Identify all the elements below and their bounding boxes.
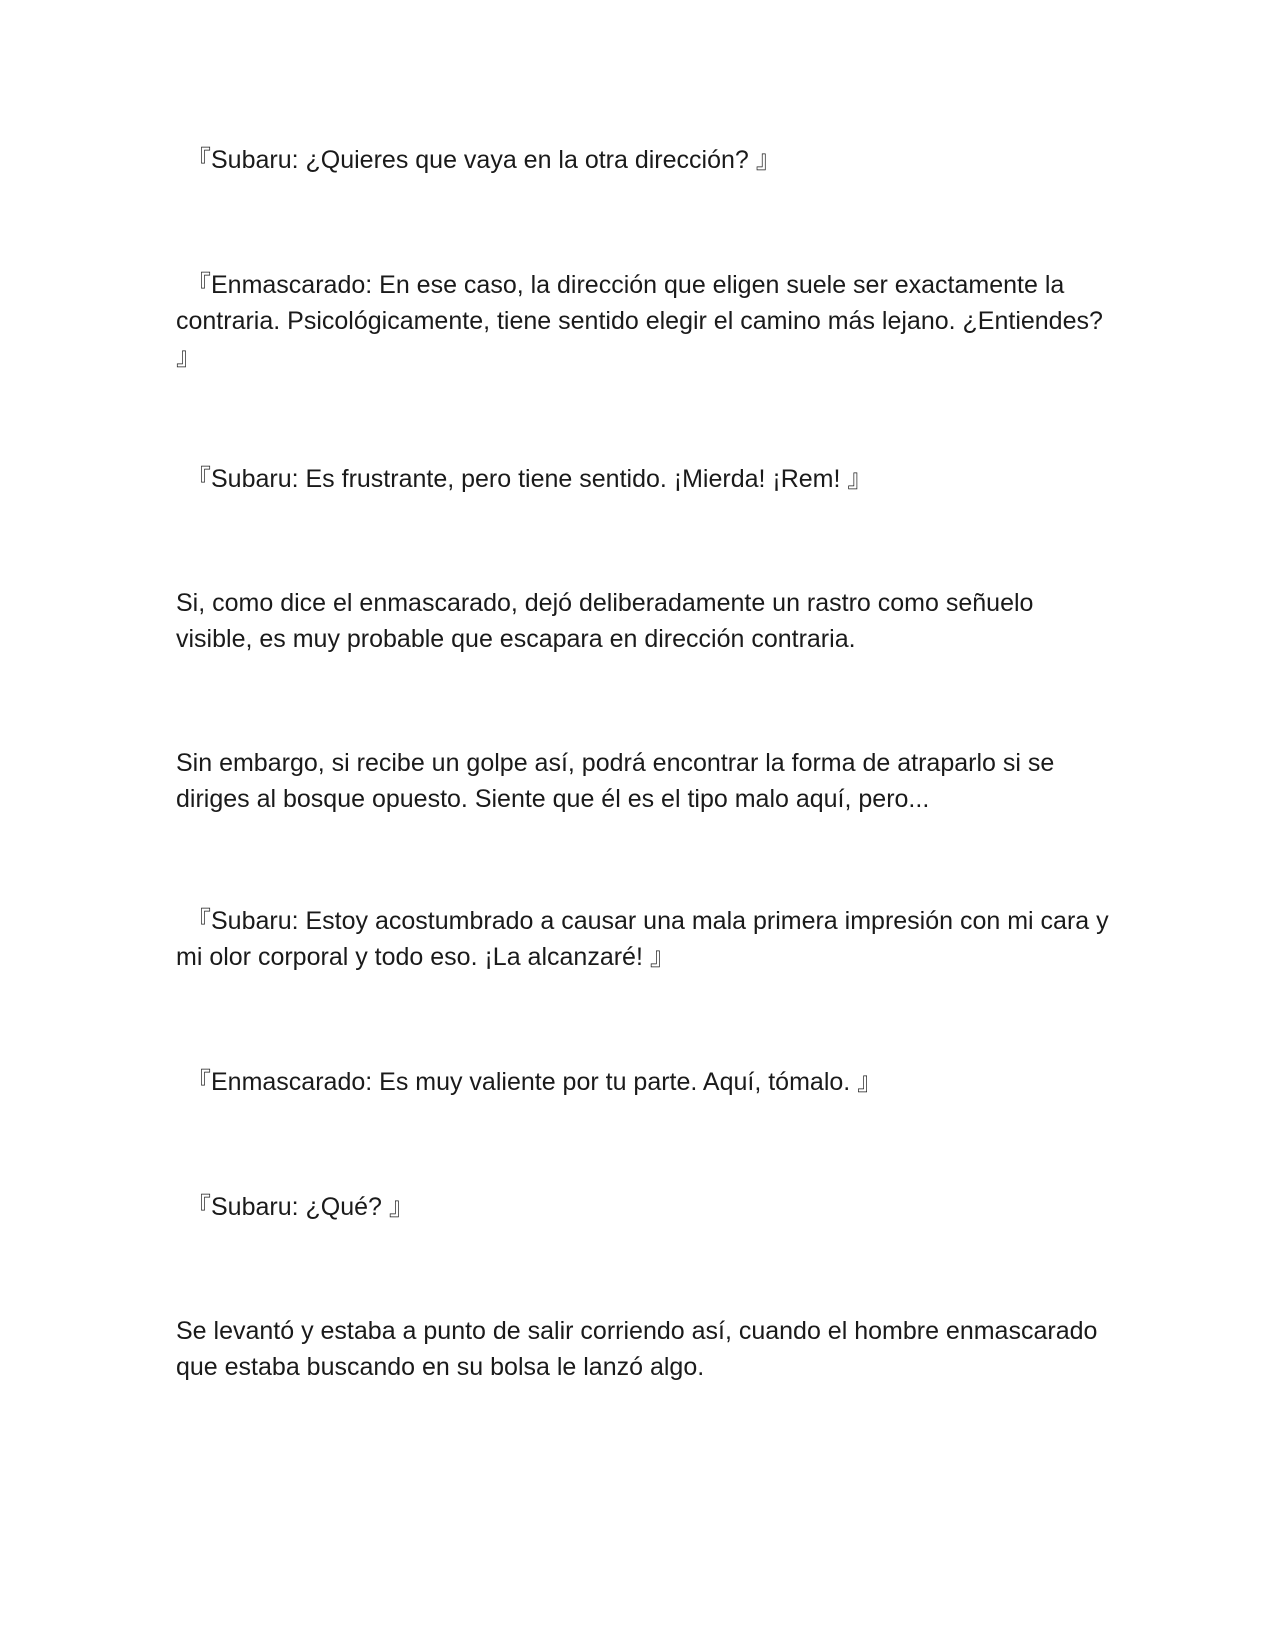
dialogue-paragraph: 『Subaru: Es frustrante, pero tiene sentido. ¡Mierda! ¡Rem! 』 [186, 465, 873, 493]
dialogue-paragraph: 『Subaru: ¿Quieres que vaya en la otra dirección? 』 [186, 146, 781, 174]
dialogue-paragraph: 『Subaru: Estoy acostumbrado a causar una mala primera impresión con mi cara y mi olor corporal y todo eso. ¡La alcanzaré! 』 [176, 907, 1109, 971]
dialogue-paragraph: 『Subaru: ¿Qué? 』 [186, 1193, 414, 1221]
narration-paragraph: Si, como dice el enmascarado, dejó deliberadamente un rastro como señuelo visible, es muy probable que escapara en dirección contraria. [176, 589, 1034, 653]
narration-paragraph: Se levantó y estaba a punto de salir corriendo así, cuando el hombre enmascarado que estaba buscando en su bolsa le lanzó algo. [176, 1317, 1098, 1381]
dialogue-paragraph: 『Enmascarado: Es muy valiente por tu parte. Aquí, tómalo. 』 [186, 1068, 883, 1096]
narration-paragraph: Sin embargo, si recibe un golpe así, podrá encontrar la forma de atraparlo si se diriges al bosque opuesto. Siente que él es el tipo malo aquí, pero... [176, 749, 1055, 813]
dialogue-paragraph: 『Enmascarado: En ese caso, la dirección que eligen suele ser exactamente la contraria. Psicológicamente, tiene sentido elegir el camino más lejano. ¿Entiendes? 』 [176, 271, 1103, 371]
